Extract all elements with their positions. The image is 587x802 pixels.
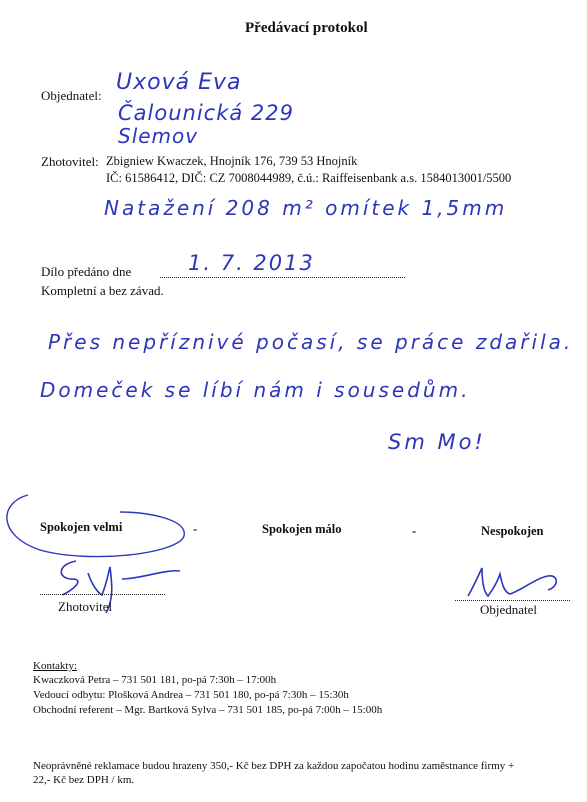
zhotovitel-signature-label: Zhotovitel [58, 599, 113, 614]
document-title: Předávací protokol [245, 20, 368, 36]
objednatel-street-handwritten: Čalounická 229 [118, 101, 295, 125]
objednatel-town-handwritten: Slemov [118, 124, 199, 148]
comment-handwritten-1: Přes nepříznivé počasí, se práce zdařila. [48, 330, 574, 354]
objednatel-label: Objednatel: [41, 88, 102, 103]
dilo-predano-label: Dílo předáno dne [41, 264, 132, 279]
zhotovitel-ids: IČ: 61586412, DIČ: CZ 7008044989, č.ú.: Raiffeisenbank a.s. 1584013001/5500 [106, 171, 512, 185]
comment-handwritten-3: Sm Mo! [388, 430, 486, 454]
rating-separator-2: - [412, 524, 417, 538]
contacts-heading: Kontakty: [33, 660, 77, 672]
footer-note-line-1: Neoprávněné reklamace budou hrazeny 350,- Kč bez DPH za každou započatou hodinu zaměstnance firmy + [33, 760, 515, 772]
contact-line-2: Vedoucí odbytu: Plošková Andrea – 731 501 180, po-pá 7:30h – 15:30h [33, 689, 349, 701]
objednatel-signature-line [455, 588, 570, 601]
date-handwritten: 1. 7. 2013 [188, 251, 315, 275]
rating-option-not-satisfied: Nespokojen [481, 524, 544, 538]
kompletni-label: Kompletní a bez závad. [41, 283, 164, 298]
comment-handwritten-2: Domeček se líbí nám i sousedům. [40, 378, 471, 402]
zhotovitel-label: Zhotovitel: [41, 154, 99, 169]
zhotovitel-address: Zbigniew Kwaczek, Hnojník 176, 739 53 Hnojník [106, 154, 358, 168]
work-description-handwritten: Natažení 208 m² omítek 1,5mm [104, 196, 508, 220]
rating-option-very-satisfied: Spokojen velmi [40, 520, 123, 534]
objednatel-signature-label: Objednatel [480, 602, 538, 617]
contact-line-1: Kwaczková Petra – 731 501 181, po-pá 7:30h – 17:00h [33, 674, 277, 686]
objednatel-name-handwritten: Uxová Eva [116, 70, 242, 95]
rating-separator-1: - [193, 522, 198, 536]
rating-option-little-satisfied: Spokojen málo [262, 522, 342, 536]
contact-line-3: Obchodní referent – Mgr. Bartková Sylva – 731 501 185, po-pá 7:00h – 15:00h [33, 704, 383, 716]
footer-note-line-2: 22,- Kč bez DPH / km. [33, 774, 135, 786]
zhotovitel-signature-line [40, 582, 165, 595]
